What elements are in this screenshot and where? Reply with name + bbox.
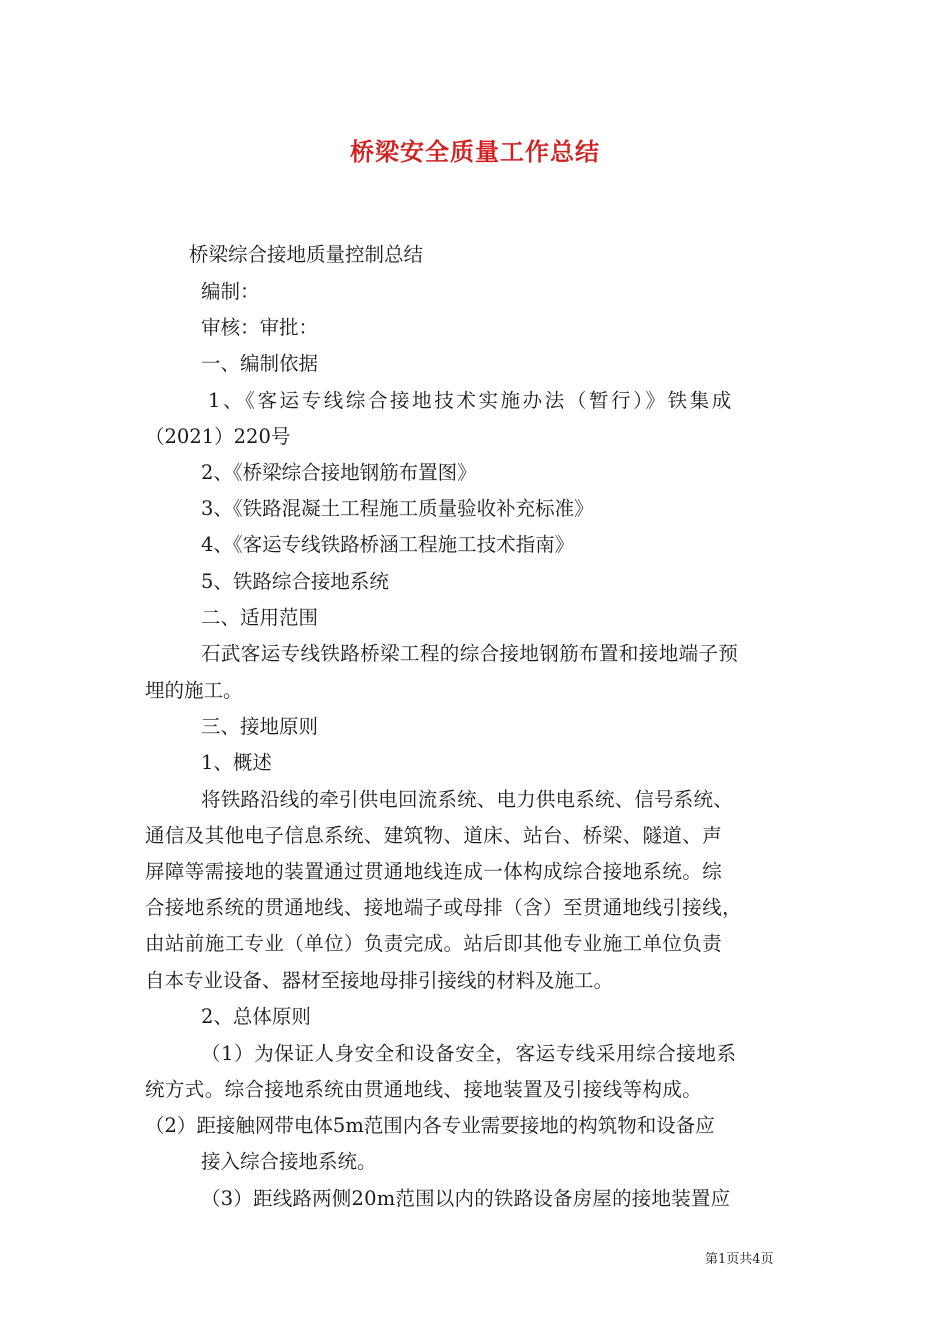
paragraph-line: 审核：审批： <box>201 316 319 339</box>
paragraph-line: 二、适用范围 <box>201 606 319 629</box>
paragraph-line: 桥梁综合接地质量控制总结 <box>189 243 424 266</box>
paragraph-line: 1、《客运专线综合接地技术实施办法（暂行）》铁集成 <box>208 389 734 412</box>
paragraph-line: 4、《客运专线铁路桥涵工程施工技术指南》 <box>201 533 575 556</box>
paragraph-line: 接入综合接地系统。 <box>201 1150 377 1173</box>
paragraph-line: 由站前施工专业（单位）负责完成。站后即其他专业施工单位负责 <box>145 932 723 955</box>
paragraph-line: （3）距线路两侧20m范围以内的铁路设备房屋的接地装置应 <box>201 1187 731 1210</box>
paragraph-line: 2、《桥梁综合接地钢筋布置图》 <box>201 461 477 484</box>
paragraph-line: 5、铁路综合接地系统 <box>201 570 389 593</box>
paragraph-line: 2、总体原则 <box>201 1005 311 1028</box>
paragraph-line: （1）为保证人身安全和设备安全，客运专线采用综合接地系 <box>201 1042 737 1065</box>
paragraph-line: 一、编制依据 <box>201 352 319 375</box>
paragraph-line: 编制： <box>201 280 260 303</box>
page-number: 第1页共4页 <box>705 1252 774 1267</box>
paragraph-line: 统方式。综合接地系统由贯通地线、接地装置及引接线等构成。 <box>145 1078 703 1101</box>
paragraph-line: 三、接地原则 <box>201 715 319 738</box>
paragraph-line: 1、概述 <box>201 751 272 774</box>
paragraph-line: 自本专业设备、器材至接地母排引接线的材料及施工。 <box>145 969 614 992</box>
paragraph-line: 合接地系统的贯通地线、接地端子或母排（含）至贯通地线引接线， <box>145 896 743 919</box>
paragraph-line: 将铁路沿线的牵引供电回流系统、电力供电系统、信号系统、 <box>201 788 733 811</box>
paragraph-line: （2）距接触网带电体5m范围内各专业需要接地的构筑物和设备应 <box>145 1114 715 1137</box>
paragraph-line: 3、《铁路混凝土工程施工质量验收补充标准》 <box>201 497 594 520</box>
paragraph-line: （2021）220号 <box>145 425 291 448</box>
document-title: 桥梁安全质量工作总结 <box>350 137 600 166</box>
paragraph-line: 石武客运专线铁路桥梁工程的综合接地钢筋布置和接地端子预 <box>201 642 739 665</box>
paragraph-line: 通信及其他电子信息系统、建筑物、道床、站台、桥梁、隧道、声 <box>145 824 723 847</box>
paragraph-line: 屏障等需接地的装置通过贯通地线连成一体构成综合接地系统。综 <box>145 860 723 883</box>
paragraph-line: 埋的施工。 <box>145 679 243 702</box>
